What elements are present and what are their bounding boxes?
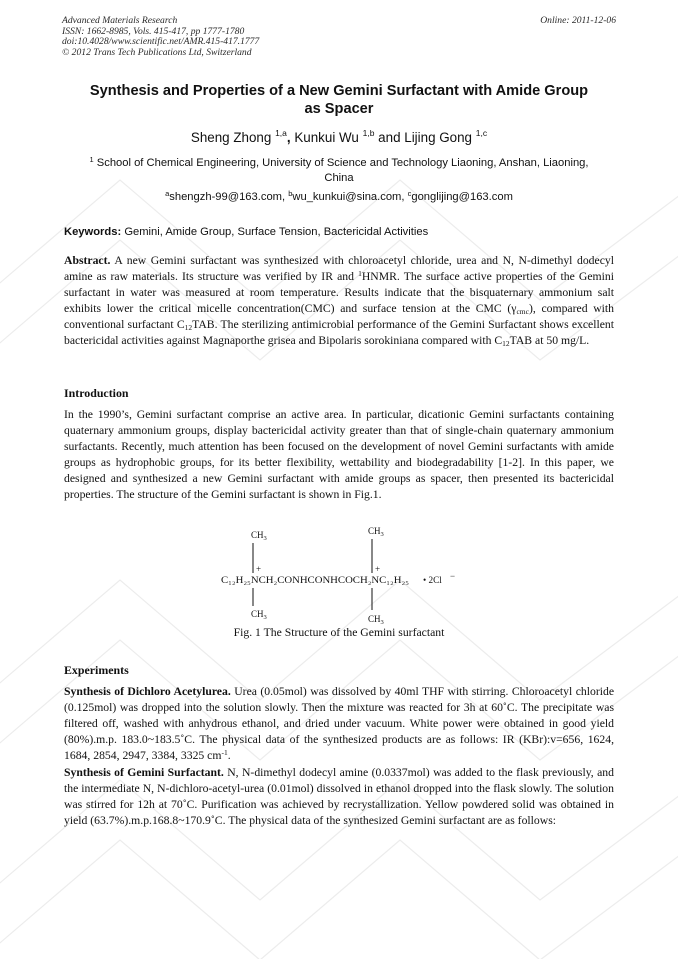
email-marker: b: [288, 189, 293, 198]
abstract-text: ), compared with conventional surfactant C: [64, 302, 615, 332]
author-name: Sheng Zhong: [190, 130, 272, 145]
ch3-top-right: $CH_3$: [368, 526, 384, 538]
abstract-text: TAB. The sterilizing antimicrobial performance of the Gemini Surfactant shows excellent bactericidal activities against Magnaporthe grisea and Bipolaris sorokiniana compared with C: [64, 318, 615, 348]
author-list: [60, 130, 618, 145]
author-name: Kunkui Wu: [294, 130, 359, 145]
abstract-paragraph: [64, 253, 614, 350]
title-line-1: Synthesis and Properties of a New Gemini Surfactant with Amide Group: [89, 83, 589, 99]
abstract-text: HNMR. The surface active properties of the Gemini surfactant in water was measured at room temperature. Results indicate that the bisquaternary ammonium salt exhibits lower the critical micelle concentration(CMC) and surface tension at the CMC (γ: [64, 270, 614, 316]
issn-line: ISSN: 1662-8985, Vols. 415-417, pp 1777-1780: [62, 25, 245, 37]
subscript: 12: [184, 323, 193, 333]
experiments-paragraph-1: [64, 684, 614, 764]
abstract-text: TAB at 50 mg/L.: [509, 334, 590, 348]
structural-formula: C₁₂H₂₅NCH₂CONHCONHCOCH₂NC₁₂H₂₅: [221, 575, 409, 585]
author-emails: $^a$shengzh-99@163.com, $^b$wu_kunkui@sina.com, $^c$gonglijing@163.com: [165, 189, 513, 203]
keywords: [64, 226, 614, 238]
introduction-paragraph: In the 1990’s, Gemini surfactant comprise an active area. In particular, dicationic Gemini surfactants containing quaternary ammonium groups, display bactericidal activity greater than that of single-chain quaternary ammonium surfactants. Recently, much attention has been focused on the development of novel Gemini surfactants with amide groups as hydrophobic groups, for its better flexibility, wettability and biodegradability [1-2]. In this paper, we designed and synthesized a new Gemini surfactant with amide groups as spacer, then presented its bactericidal properties. The structure of the Gemini surfactant is shown in Fig.1.: [64, 408, 614, 502]
affiliation-marker: 1: [89, 155, 94, 164]
figure-caption: Fig. 1 The Structure of the Gemini surfactant: [233, 626, 445, 639]
subscript: cmc: [516, 307, 529, 317]
experiments-paragraph-2: [64, 765, 614, 829]
ch3-top-left: $CH_3$: [251, 530, 267, 542]
charge-plus-left: +: [256, 564, 262, 574]
online-date: Online: 2011-12-06: [540, 15, 616, 26]
structure-diagram: [0, 518, 678, 628]
superscript: -1: [221, 748, 228, 758]
email-marker: a: [165, 189, 170, 198]
experiments-text: Urea (0.05mol) was dissolved by 40ml THF with stirring. Chloroacetyl chloride (0.125mol) was dropped into the solution slowly. Then the mixture was reacted for 3h at 60˚C. The precipitate was filtered off, washed with anhydrous ethanol, and dried under vacuum. White power were obtained in good yield (80%).m.p. 183.0~183.5˚C. The physical data of the synthesized products are as follows: IR (KBr):v=656, 1624, 1684, 2854, 2947, 3384, 3325 cm: [64, 685, 615, 763]
journal-header: [62, 16, 259, 58]
email-marker: c: [407, 189, 412, 198]
charge-plus-right: +: [375, 564, 381, 574]
author-and: and: [378, 130, 401, 145]
paper-title: [60, 82, 618, 118]
keywords-text: Gemini, Amide Group, Surface Tension, Bactericidal Activities: [124, 226, 429, 238]
author-affiliation-marker: 1,a: [275, 128, 287, 138]
experiments-text: .: [227, 749, 231, 763]
author-affiliation-marker: 1,b: [362, 128, 375, 138]
journal-name: Advanced Materials Research: [62, 15, 178, 26]
ch3-bottom-right: $CH_3$: [368, 614, 384, 626]
ch3-bottom-left: $CH_3$: [251, 609, 267, 621]
superscript: 1: [358, 269, 362, 279]
email-address: shengzh-99@163.com: [169, 191, 282, 203]
subsection-label: Synthesis of Dichloro Acetylurea.: [64, 685, 231, 698]
section-heading-introduction: Introduction: [64, 386, 129, 400]
subscript: 12: [502, 339, 510, 349]
counter-ion: • 2Cl: [423, 575, 442, 585]
keywords-label: Keywords:: [64, 226, 122, 238]
subsection-label: Synthesis of Gemini Surfactant.: [64, 766, 224, 779]
abstract-text: A new Gemini surfactant was synthesized with chloroacetyl chloride, urea and N, N-dimethyl dodecyl amine as raw materials. Its structure was verified by IR and: [64, 254, 614, 284]
email-address: gonglijing@163.com: [411, 191, 513, 203]
section-heading-experiments: Experiments: [64, 663, 129, 677]
charge-minus: −: [450, 571, 456, 581]
author-name: Lijing Gong: [404, 130, 472, 145]
affiliation: [80, 156, 598, 186]
email-address: wu_kunkui@sina.com: [292, 191, 402, 203]
copyright-line: © 2012 Trans Tech Publications Ltd, Switzerland: [62, 46, 252, 58]
author-affiliation-marker: 1,c: [475, 128, 488, 138]
doi-line: doi:10.4028/www.scientific.net/AMR.415-417.1777: [62, 36, 260, 48]
affiliation-text: School of Chemical Engineering, University of Science and Technology Liaoning, Anshan, Liaoning, China: [96, 157, 589, 184]
abstract-label: Abstract.: [64, 254, 111, 267]
experiments-text: N, N-dimethyl dodecyl amine (0.0337mol) was added to the flask previously, and the intermediate N, N-dichloro-acetyl-urea (0.01mol) dissolved in ethanol dropped into the flask slowly. The solution was stirred for 12h at 70˚C. Purification was achieved by recrystallization. Yellow powdered solid was obtained in yield (63.7%).m.p.168.8~170.9˚C. The physical data of the synthesized Gemini surfactant are as follows:: [64, 766, 614, 828]
title-line-2: as Spacer: [304, 101, 374, 117]
author-separator: ,: [286, 130, 291, 145]
